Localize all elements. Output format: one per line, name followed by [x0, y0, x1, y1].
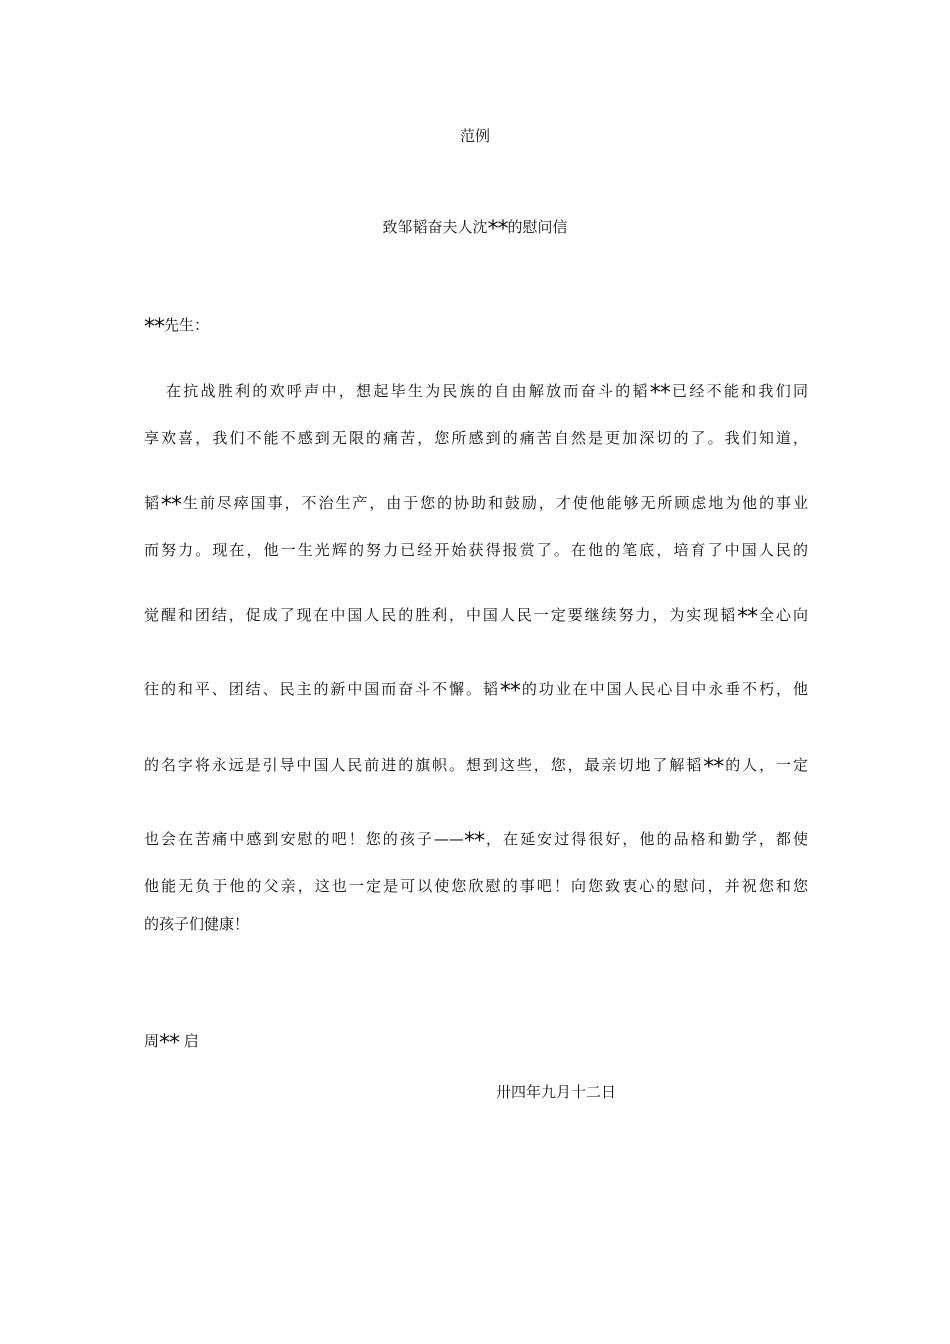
body-line-9: 他能无负于他的父亲，这也一定是可以使您欣慰的事吧！向您致衷心的慰问，并祝您和您: [144, 877, 808, 895]
redaction-mark: **: [160, 493, 181, 518]
document-label: 范例: [459, 127, 490, 145]
body-line-3: 韬**生前尽瘁国事，不治生产，由于您的协助和鼓励，才使他能够无所顾虑地为他的事业: [144, 493, 808, 518]
redaction-mark: **: [487, 217, 508, 242]
body-line-1: 在抗战胜利的欢呼声中，想起毕生为民族的自由解放而奋斗的韬**已经不能和我们同: [166, 381, 808, 406]
body-line-2: 享欢喜，我们不能不感到无限的痛苦，您所感到的痛苦自然是更加深切的了。我们知道，: [144, 429, 808, 447]
redaction-mark: **: [159, 1031, 180, 1056]
redaction-mark: **: [144, 315, 164, 340]
body-line-5: 觉醒和团结，促成了现在中国人民的胜利，中国人民一定要继续努力，为实现韬**全心向: [144, 605, 808, 630]
redaction-mark: **: [649, 381, 670, 406]
salutation: **先生：: [144, 315, 210, 340]
redaction-mark: **: [499, 679, 520, 704]
signature: 周** 启: [144, 1031, 199, 1056]
body-line-8: 也会在苦痛中感到安慰的吧！您的孩子——**，在延安过得很好，他的品格和勤学，都使: [144, 829, 808, 854]
body-line-10: 的孩子们健康！: [144, 915, 250, 933]
redaction-mark: **: [703, 755, 724, 780]
redaction-mark: **: [737, 605, 758, 630]
body-line-7: 的名字将永远是引导中国人民前进的旗帜。想到这些，您，最亲切地了解韬**的人，一定: [144, 755, 808, 780]
body-line-6: 往的和平、团结、民主的新中国而奋斗不懈。韬**的功业在中国人民心目中永垂不朽，他: [144, 679, 808, 704]
letter-title: 致邹韬奋夫人沈**的慰问信: [382, 217, 568, 242]
letter-date: 卅四年九月十二日: [496, 1083, 617, 1101]
redaction-mark: **: [463, 829, 484, 854]
body-line-4: 而努力。现在，他一生光辉的努力已经开始获得报赏了。在他的笔底，培育了中国人民的: [144, 541, 808, 559]
